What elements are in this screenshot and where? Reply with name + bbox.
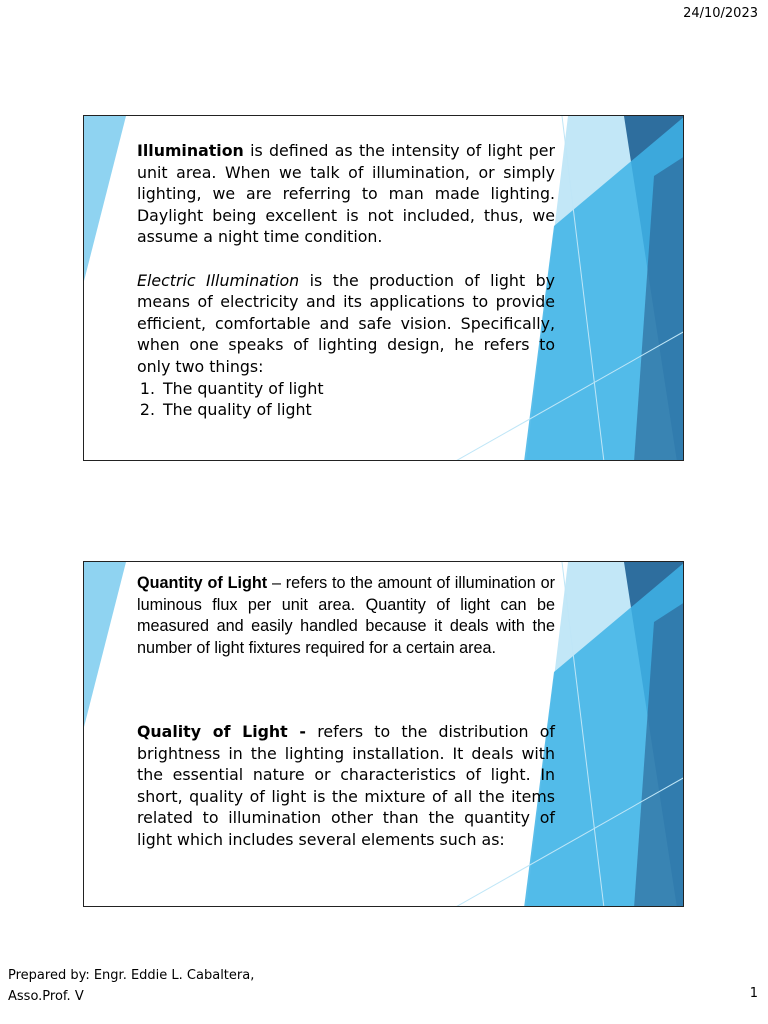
quantity-of-light-paragraph	[137, 573, 555, 659]
footer-line: Prepared by: Engr. Eddie L. Cabaltera,	[8, 968, 255, 983]
list-item: 1. The quantity of light	[160, 378, 555, 400]
electric-illumination-definition: is the production of light by means of electricity and its applications to provide efficient, comfortable and safe vision. Specifically, when one speaks of lighting design, he refers to only two things:	[137, 270, 555, 376]
term-electric-illumination: Electric Illumination	[137, 270, 300, 290]
quality-definition: refers to the distribution of brightness in the lighting installation. It deals with the essential nature or characteristics of light. In short, quality of light is the mixture of all the items related to illumination other than the quantity of light which includes several elements such as:	[137, 722, 555, 849]
slide-illumination	[83, 115, 684, 461]
list-item: 2. The quality of light	[160, 399, 555, 421]
lighting-design-list	[137, 378, 555, 421]
slide1-body	[137, 140, 555, 421]
footer-credit	[8, 965, 254, 1007]
page-number: 1	[749, 986, 758, 1001]
quantity-definition: – refers to the amount of illumination or luminous flux per unit area. Quantity of light can be measured and easily handled because it deals with the number of light fixtures required for a certain area.	[137, 574, 555, 657]
term-quantity-of-light: Quantity of Light	[137, 574, 268, 592]
electric-illumination-paragraph	[137, 270, 555, 378]
footer-line: Asso.Prof. V	[8, 989, 84, 1004]
term-illumination: Illumination	[137, 141, 244, 160]
date-label: 24/10/2023	[683, 6, 758, 21]
quality-of-light-paragraph	[137, 721, 555, 851]
slide-quantity-quality	[83, 561, 684, 907]
term-quality-of-light: Quality of Light -	[137, 722, 306, 741]
illumination-definition: is defined as the intensity of light per unit area. When we talk of illumination, or simply lighting, we are referring to man made lighting. Daylight being excellent is not included, thus, we assume a night time condition.	[137, 141, 555, 247]
illumination-paragraph	[137, 140, 555, 248]
